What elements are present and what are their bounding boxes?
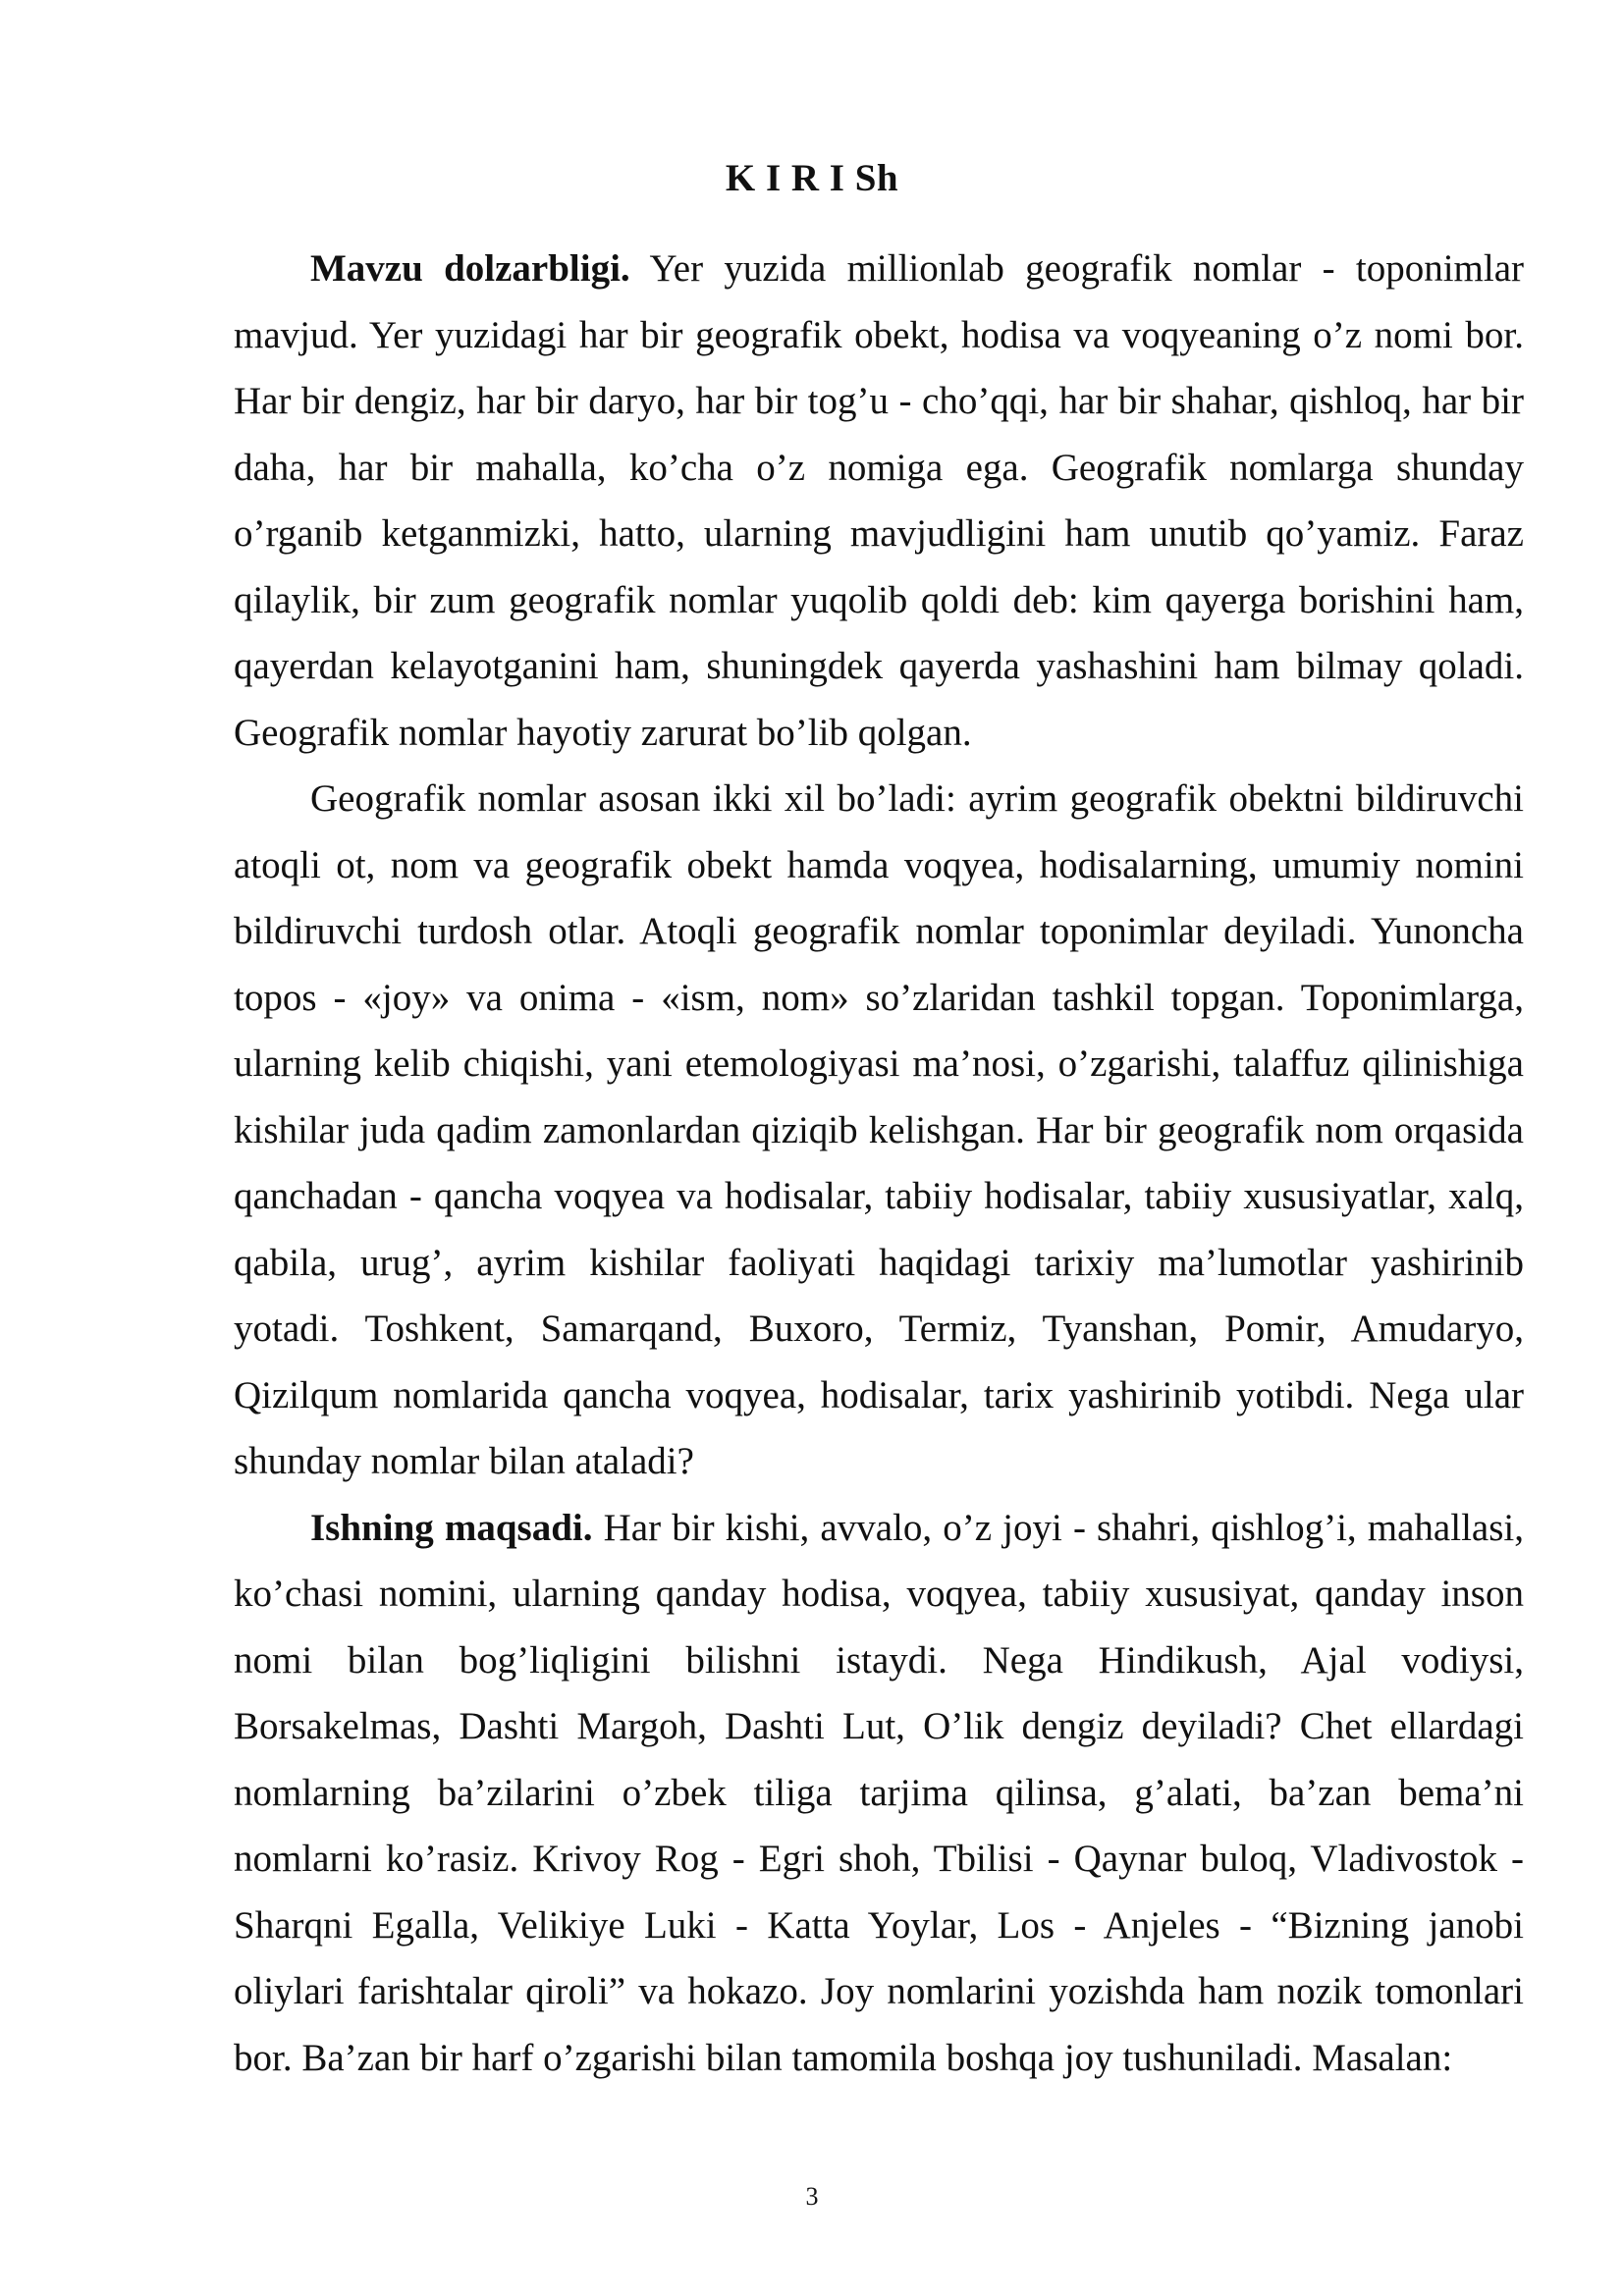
paragraph-lead: Ishning maqsadi. bbox=[310, 1506, 593, 1549]
paragraph-text: Har bir kishi, avvalo, o’z joyi - shahri, qishlog’i, mahallasi, ko’chasi nomini, ularning qanday hodisa, voqyea, tabiiy xususiyat, qanday inson nomi bilan bog’liqligini bilishni istaydi. Nega Hindikush, Ajal vodiysi, Borsakelmas, Dashti Margoh, Dashti Lut, O’lik dengiz deyiladi? Chet ellardagi nomlarning ba’zilarini o’zbek tiliga tarjima qilinsa, g’alati, ba’zan bema’ni nomlarni ko’rasiz. Krivoy Rog - Egri shoh, Tbilisi - Qaynar buloq, Vladivostok - Sharqni Egalla, Velikiye Luki - Katta Yoylar, Los - Anjeles - “Bizning janobi oliylari farishtalar qiroli” va hokazo. Joy nomlarini yozishda ham nozik tomonlari bor. Ba’zan bir harf o’zgarishi bilan tamomila boshqa joy tushuniladi. Masalan: bbox=[234, 1506, 1524, 2079]
paragraph-toponyms bbox=[234, 766, 1524, 1495]
paragraph-relevance bbox=[234, 236, 1524, 766]
page-number: 3 bbox=[805, 2182, 819, 2211]
body-text bbox=[234, 236, 1524, 2091]
paragraph-lead: Mavzu dolzarbligi. bbox=[310, 247, 630, 290]
paragraph-goal bbox=[234, 1495, 1524, 2092]
page-title: K I R I Sh bbox=[725, 157, 899, 199]
paragraph-text: Yer yuzida millionlab geografik nomlar - toponimlar mavjud. Yer yuzidagi har bir geografik obekt, hodisa va voqyeaning o’z nomi bor. Har bir dengiz, har bir daryo, har bir tog’u - cho’qqi, har bir shahar, qishloq, har bir daha, har bir mahalla, ko’cha o’z nomiga ega. Geografik nomlarga shunday o’rganib ketganmizki, hatto, ularning mavjudligini ham unutib qo’yamiz. Faraz qilaylik, bir zum geografik nomlar yuqolib qoldi deb: kim qayerga borishini ham, qayerdan kelayotganini ham, shuningdek qayerda yashashini ham bilmay qoladi. Geografik nomlar hayotiy zarurat bo’lib qolgan. bbox=[234, 247, 1525, 754]
paragraph-text: Geografik nomlar asosan ikki xil bo’ladi: ayrim geografik obektni bildiruvchi atoqli ot, nom va geografik obekt hamda voqyea, hodisalarning, umumiy nomini bildiruvchi turdosh otlar. Atoqli geografik nomlar toponimlar deyiladi. Yunoncha topos - «joy» va onima - «ism, nom» so’zlaridan tashkil topgan. Toponimlarga, ularning kelib chiqishi, yani etemologiyasi ma’nosi, o’zgarishi, talaffuz qilinishiga kishilar juda qadim zamonlardan qiziqib kelishgan. Har bir geografik nom orqasida qanchadan - qancha voqyea va hodisalar, tabiiy hodisalar, tabiiy xususiyatlar, xalq, qabila, urug’, ayrim kishilar faoliyati haqidagi tarixiy ma’lumotlar yashirinib yotadi. Toshkent, Samarqand, Buxoro, Termiz, Tyanshan, Pomir, Amudaryo, Qizilqum nomlarida qancha voqyea, hodisalar, tarix yashirinib yotibdi. Nega ular shunday nomlar bilan ataladi? bbox=[234, 777, 1524, 1482]
